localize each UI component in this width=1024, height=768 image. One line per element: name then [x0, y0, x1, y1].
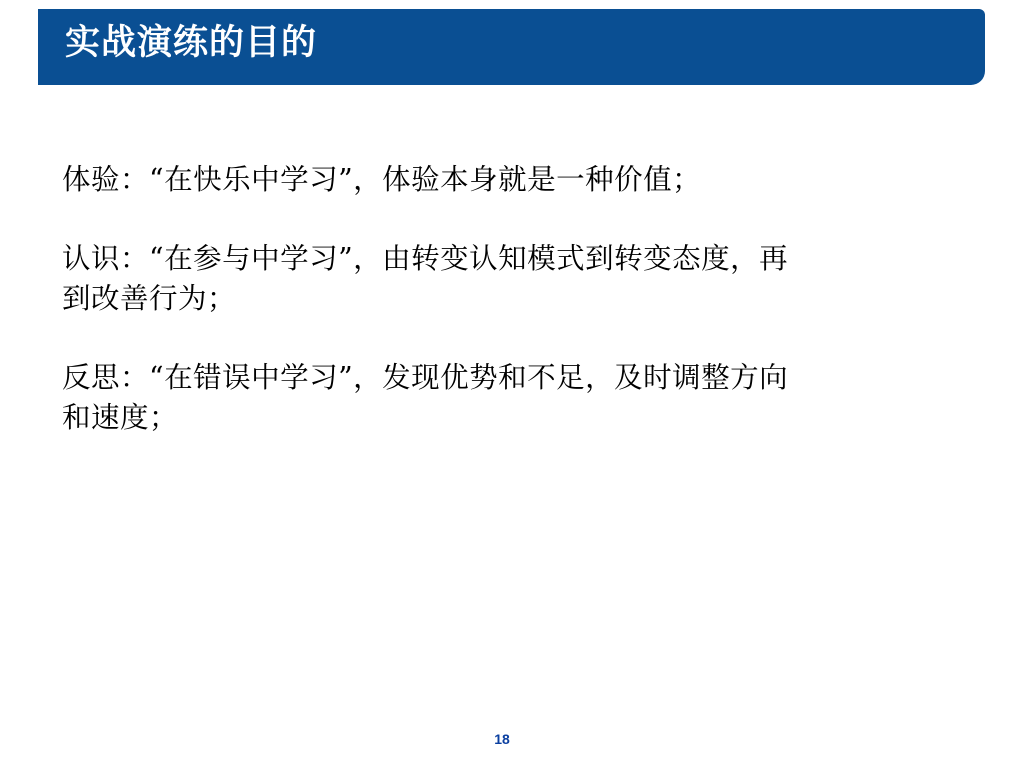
- paragraph-line: 认识：“在参与中学习”，由转变认知模式到转变态度，再: [62, 242, 789, 275]
- paragraph-line: 和速度；: [62, 401, 179, 434]
- paragraph-experience: [62, 160, 962, 200]
- paragraph-line: 到改善行为；: [62, 282, 237, 315]
- paragraph-awareness: [62, 239, 962, 319]
- paragraph-line: 反思：“在错误中学习”，发现优势和不足，及时调整方向: [62, 361, 789, 394]
- title-bar: [38, 9, 985, 85]
- slide-title: 实战演练的目的: [65, 23, 318, 63]
- page-number: 18: [494, 731, 510, 747]
- paragraph-reflection: [62, 358, 962, 438]
- slide-body: [62, 160, 962, 477]
- paragraph-line: 体验：“在快乐中学习”，体验本身就是一种价值；: [62, 163, 702, 196]
